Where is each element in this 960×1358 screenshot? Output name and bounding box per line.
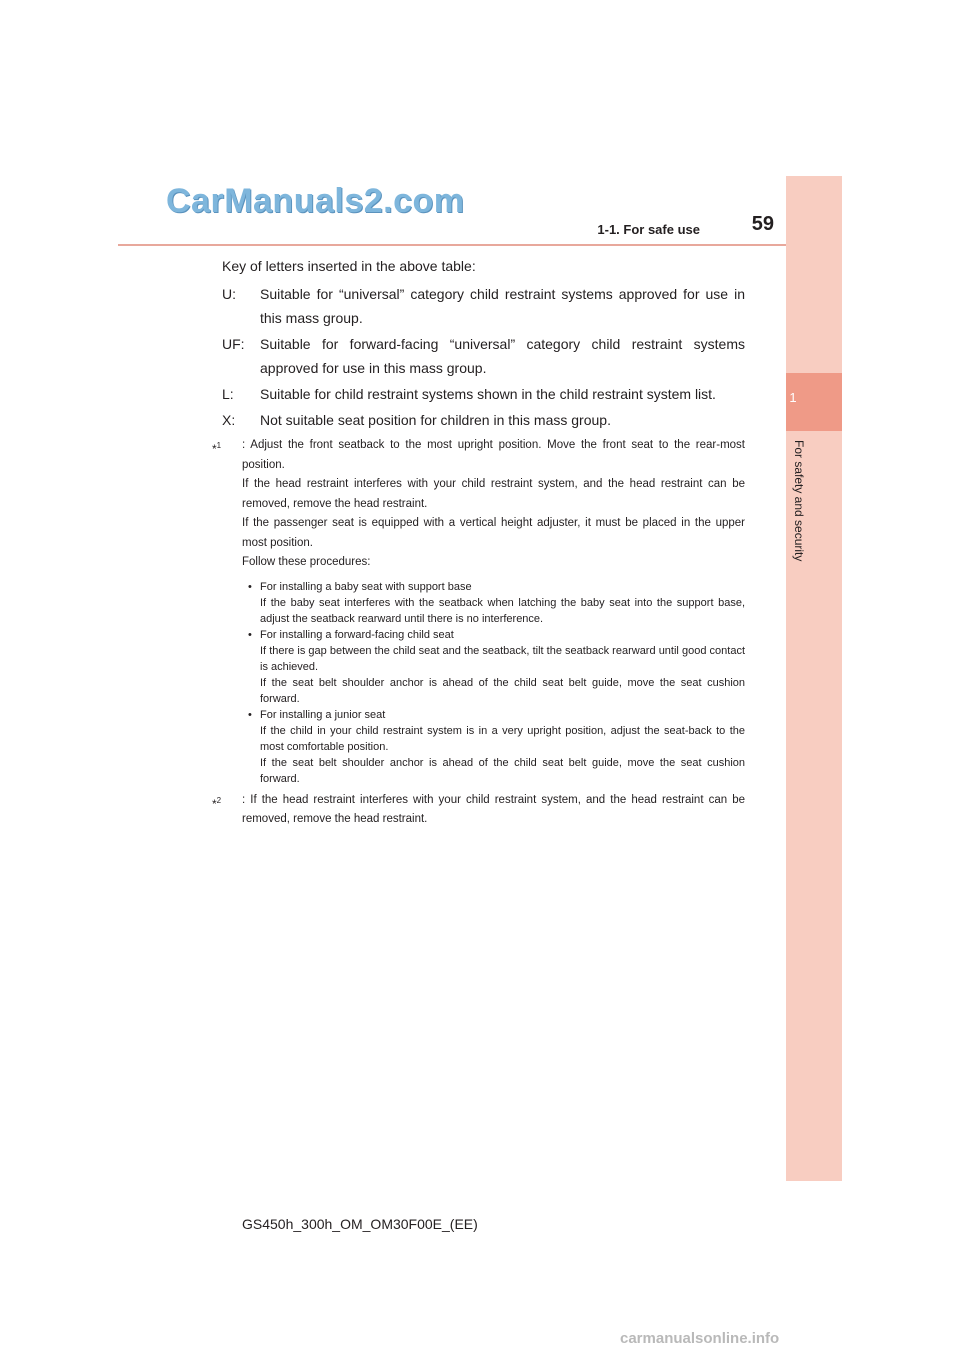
key-item-x: [222, 408, 745, 432]
key-description: Not suitable seat position for children in this mass group.: [260, 412, 611, 428]
footnote-line: If the head restraint interferes with your child restraint system, and the head restraint can be removed, remove the head restraint.: [242, 478, 745, 510]
side-tab-number: 1: [789, 390, 797, 405]
key-intro: Key of letters inserted in the above table:: [222, 258, 476, 274]
footnote-marker: [212, 436, 242, 460]
side-tab-label: For safety and security: [792, 440, 806, 562]
procedure-list: [242, 579, 745, 787]
document-code: GS450h_300h_OM_OM30F00E_(EE): [242, 1216, 478, 1232]
footnote-marker: [212, 791, 242, 815]
key-code: UF:: [222, 336, 245, 352]
side-tab: [786, 176, 842, 1181]
key-code: L:: [222, 386, 234, 402]
key-description: Suitable for child restraint systems shown in the child restraint system list.: [260, 386, 716, 402]
key-item-l: [222, 382, 745, 406]
key-item-u: [222, 282, 745, 330]
footnote-asterisk: *: [212, 442, 217, 456]
procedure-body: [260, 627, 745, 707]
footnote-line: : If the head restraint interferes with your child restraint system, and the head restraint can be removed, remove the head restraint.: [242, 793, 745, 825]
footnote-line: : Adjust the front seatback to the most upright position. Move the front seat to the rear-most position.: [242, 439, 745, 471]
page-content: [212, 254, 745, 830]
footnote-2: [212, 791, 745, 830]
footnote-asterisk: *: [212, 796, 217, 811]
key-item-uf: [222, 332, 745, 380]
key-description: Suitable for forward-facing “universal” category child restraint systems approved for use in this mass group.: [260, 336, 745, 376]
procedure-item: [248, 707, 745, 787]
section-title: 1-1. For safe use: [597, 222, 700, 237]
key-code: U:: [222, 286, 236, 302]
procedure-item: [248, 627, 745, 707]
procedure-text: If there is gap between the child seat and the seatback, tilt the seatback rearward until good contact is achieved.: [260, 644, 745, 673]
bullet-dot-icon: •: [248, 708, 252, 721]
key-description: Suitable for “universal” category child restraint systems approved for use in this mass group.: [260, 286, 745, 326]
procedure-text: If the seat belt shoulder anchor is ahead of the child seat belt guide, move the seat cushion forward.: [260, 676, 745, 705]
key-code: X:: [222, 412, 236, 428]
footnote-number: 1: [216, 441, 222, 450]
bullet-dot-icon: •: [248, 628, 252, 641]
procedure-text: If the baby seat interferes with the seatback when latching the baby seat into the support base, adjust the seatback rearward until there is no interference.: [260, 596, 745, 625]
footnote-1: [212, 436, 745, 787]
procedure-text: If the child in your child restraint system is in a very upright position, adjust the seat-back to the most comfortable position.: [260, 724, 745, 753]
procedure-text: If the seat belt shoulder anchor is ahead of the child seat belt guide, move the seat cushion forward.: [260, 756, 745, 785]
procedure-title: For installing a junior seat: [260, 708, 386, 721]
footnote-number: 2: [216, 795, 222, 805]
watermark-site: carmanualsonline.info: [620, 1330, 780, 1347]
procedure-item: [248, 579, 745, 627]
page-number: 59: [751, 213, 774, 235]
procedure-title: For installing a baby seat with support base: [260, 580, 472, 593]
procedure-title: For installing a forward-facing child seat: [260, 628, 454, 641]
procedure-body: [260, 579, 745, 627]
bullet-dot-icon: •: [248, 580, 252, 593]
watermark-logo: CarManuals2.com: [166, 182, 465, 220]
header-rule: [118, 244, 840, 246]
procedure-body: [260, 707, 745, 787]
footnote-line: If the passenger seat is equipped with a vertical height adjuster, it must be placed in the upper most position.: [242, 517, 745, 549]
footnote-line: Follow these procedures:: [242, 556, 371, 568]
